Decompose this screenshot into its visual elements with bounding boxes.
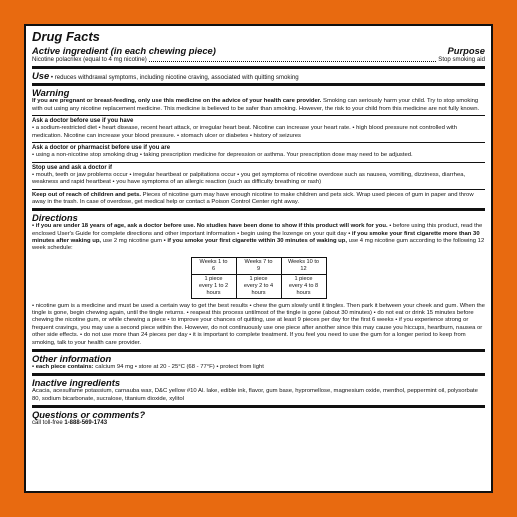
section-divider xyxy=(32,405,485,408)
other-info-rest: calcium 94 mg • store at 20 - 25°C (68 - 77°F) • protect from light xyxy=(93,363,264,370)
sub-divider xyxy=(32,162,485,163)
section-divider xyxy=(32,66,485,69)
other-info-bold: • each piece contains: xyxy=(32,363,94,370)
directions-bold-3: • if you smoke your first cigarette within 30 minutes of waking up, xyxy=(161,238,348,245)
drug-facts-title: Drug Facts xyxy=(32,29,100,44)
purpose-title: Purpose xyxy=(447,45,485,56)
active-ingredient-header-row xyxy=(32,44,485,56)
keep-out-text: Pieces of nicotine gum may have enough nicotine to make children and pets sick. Wrap used pieces of gum in paper and throw away in the trash. In case of overdose, get medical help or contact a Poison Control Center right away. xyxy=(32,191,474,205)
pregnancy-warning-text: Smoking can seriously harm your child. Try to stop smoking with out using any nicotine replacement medicine. This medicine is believed to be safer than smoking. However, the risk to your child from this medicine are not fully known. xyxy=(32,98,480,112)
leader-dots xyxy=(149,61,436,62)
call-prefix: call toll-free xyxy=(32,420,65,427)
schedule-value-cell: 1 piece every 1 to 2 hours xyxy=(191,274,236,298)
stop-use-text: • mouth, teeth or jaw problems occur • irregular heartbeat or palpitations occur • you get symptoms of nicotine overdose such as nausea, vomiting, dizziness, diarrhea, weakness and rapid heartbeat • you have symptoms of an allergic reaction (such as difficulty breathing or rash) xyxy=(32,171,466,186)
keep-out-bold: Keep out of reach of children and pets. xyxy=(32,191,141,198)
sub-divider xyxy=(32,115,485,116)
inactive-label: Inactive ingredients xyxy=(32,377,121,389)
ask-pharmacist-text: • using a non-nicotine stop smoking drug • taking prescription medicine for depression or asthma. Your prescription dose may need to be adjusted. xyxy=(32,152,413,159)
section-divider xyxy=(32,349,485,352)
keep-out-of-reach xyxy=(32,192,485,207)
schedule-value-cell: 1 piece every 4 to 8 hours xyxy=(281,274,326,298)
directions-text-a: • before using this product, read the enclosed User's Guide for complete directions and other important information • begin using the lozenge on your quit day xyxy=(32,223,483,237)
sub-divider xyxy=(32,189,485,190)
directions-text-c: use 4 mg nicotine gum according to the following 12 week schedule: xyxy=(32,238,485,252)
schedule-value-cell: 1 piece every 2 to 4 hours xyxy=(236,274,281,298)
other-info-label: Other information xyxy=(32,352,112,364)
directions-age-warning: • if you are under 18 years of age, ask a doctor before use. No studies have been done to show if this product will work for you. xyxy=(32,223,388,230)
questions-label: Questions or comments? xyxy=(32,409,146,421)
ask-pharmacist-header: Ask a doctor or pharmacist before use if you are xyxy=(32,145,171,152)
pregnancy-warning xyxy=(32,98,485,113)
schedule-table-wrap xyxy=(32,257,485,299)
sub-divider xyxy=(32,142,485,143)
section-divider xyxy=(32,208,485,211)
directions-intro xyxy=(32,223,485,253)
phone-number[interactable]: 1-888-569-1743 xyxy=(64,420,108,427)
active-purpose-value: Stop smoking aid xyxy=(438,56,485,63)
active-ingredient-value: Nicotine polacrilex (equal to 4 mg nicotine) xyxy=(32,56,147,63)
active-ingredient-title: Active ingredient (in each chewing piece) xyxy=(32,45,216,56)
stop-use-header: Stop use and ask a doctor if xyxy=(32,164,113,171)
directions-details: • nicotine gum is a medicine and must be used a certain way to get the best results • chew the gum slowly until it tingles. Then park it between your cheek and gum. When the tingle is gone, begin chewing again, until the tingle returns. • reapeat this process untilmost of the tingle is gone (about 30 minutes) • do not eat or drink 15 minutes before chewing the nicotine gum, or while chewing a piece • to improve your chances of quitting, use at least 9 pieces per day for the first 6 weeks • if you experience strong or frequent cravings, you may use a second piece within the. However, do not continuously use one piece after another since this may cause you hiccups, heartburn, nausea or other side effects. • do not use more than 24 pieces per day • it is important to complete treatment. If you feel you need to use the gum for a longer period to keep from smoking, talk to your health care provider. xyxy=(32,302,485,346)
directions-label: Directions xyxy=(32,212,78,224)
other-info-text xyxy=(32,364,485,371)
directions-text-b: use 2 mg nicotine gum xyxy=(101,238,162,245)
ask-doctor-header: Ask a doctor before use if you have xyxy=(32,118,134,125)
schedule-value-row xyxy=(191,274,326,298)
active-ingredient-row xyxy=(32,56,485,64)
use-text: • reduces withdrawal symptoms, including nicotine craving, associated with quitting smoking xyxy=(50,73,299,81)
use-section xyxy=(32,70,485,82)
contact-line xyxy=(32,420,485,427)
use-label: Use xyxy=(32,69,50,81)
section-divider xyxy=(32,83,485,86)
pregnancy-warning-bold: If you are pregnant or breast-feeding, only use this medicine on the advice of your health care provider. xyxy=(32,98,322,105)
schedule-header-row xyxy=(191,257,326,274)
drug-facts-panel xyxy=(24,24,493,493)
schedule-table xyxy=(191,257,327,299)
warning-label: Warning xyxy=(32,87,70,99)
directions-bold-2: • if you smoke your first cigarette more than 30 minutes after waking up, xyxy=(32,230,480,245)
ask-doctor-text: • a sodium-restricted diet • heart disease, recent heart attack, or irregular heart beat. Nicotine can increase your heart rate. • high blood pressure not controlled with medication. Nicotine can increase your blood pressure. • stomach ulcer or diabetes • history of seizures xyxy=(32,125,457,139)
schedule-header-cell: Weeks 7 to 9 xyxy=(236,257,281,274)
schedule-header-cell: Weeks 1 to 6 xyxy=(191,257,236,274)
schedule-header-cell: Weeks 10 to 12 xyxy=(281,257,326,274)
section-divider xyxy=(32,373,485,376)
inactive-text: Acacia, acesulfame potassium, carnauba wax, D&C yellow #10 Al. lake, edible ink, flavor, gum base, hypromellose, magnesium oxide, menthol, peppermint oil, polysorbate 80, sodium bicarbonate, sucralose, titanium dioxide, xylitol xyxy=(32,388,478,402)
